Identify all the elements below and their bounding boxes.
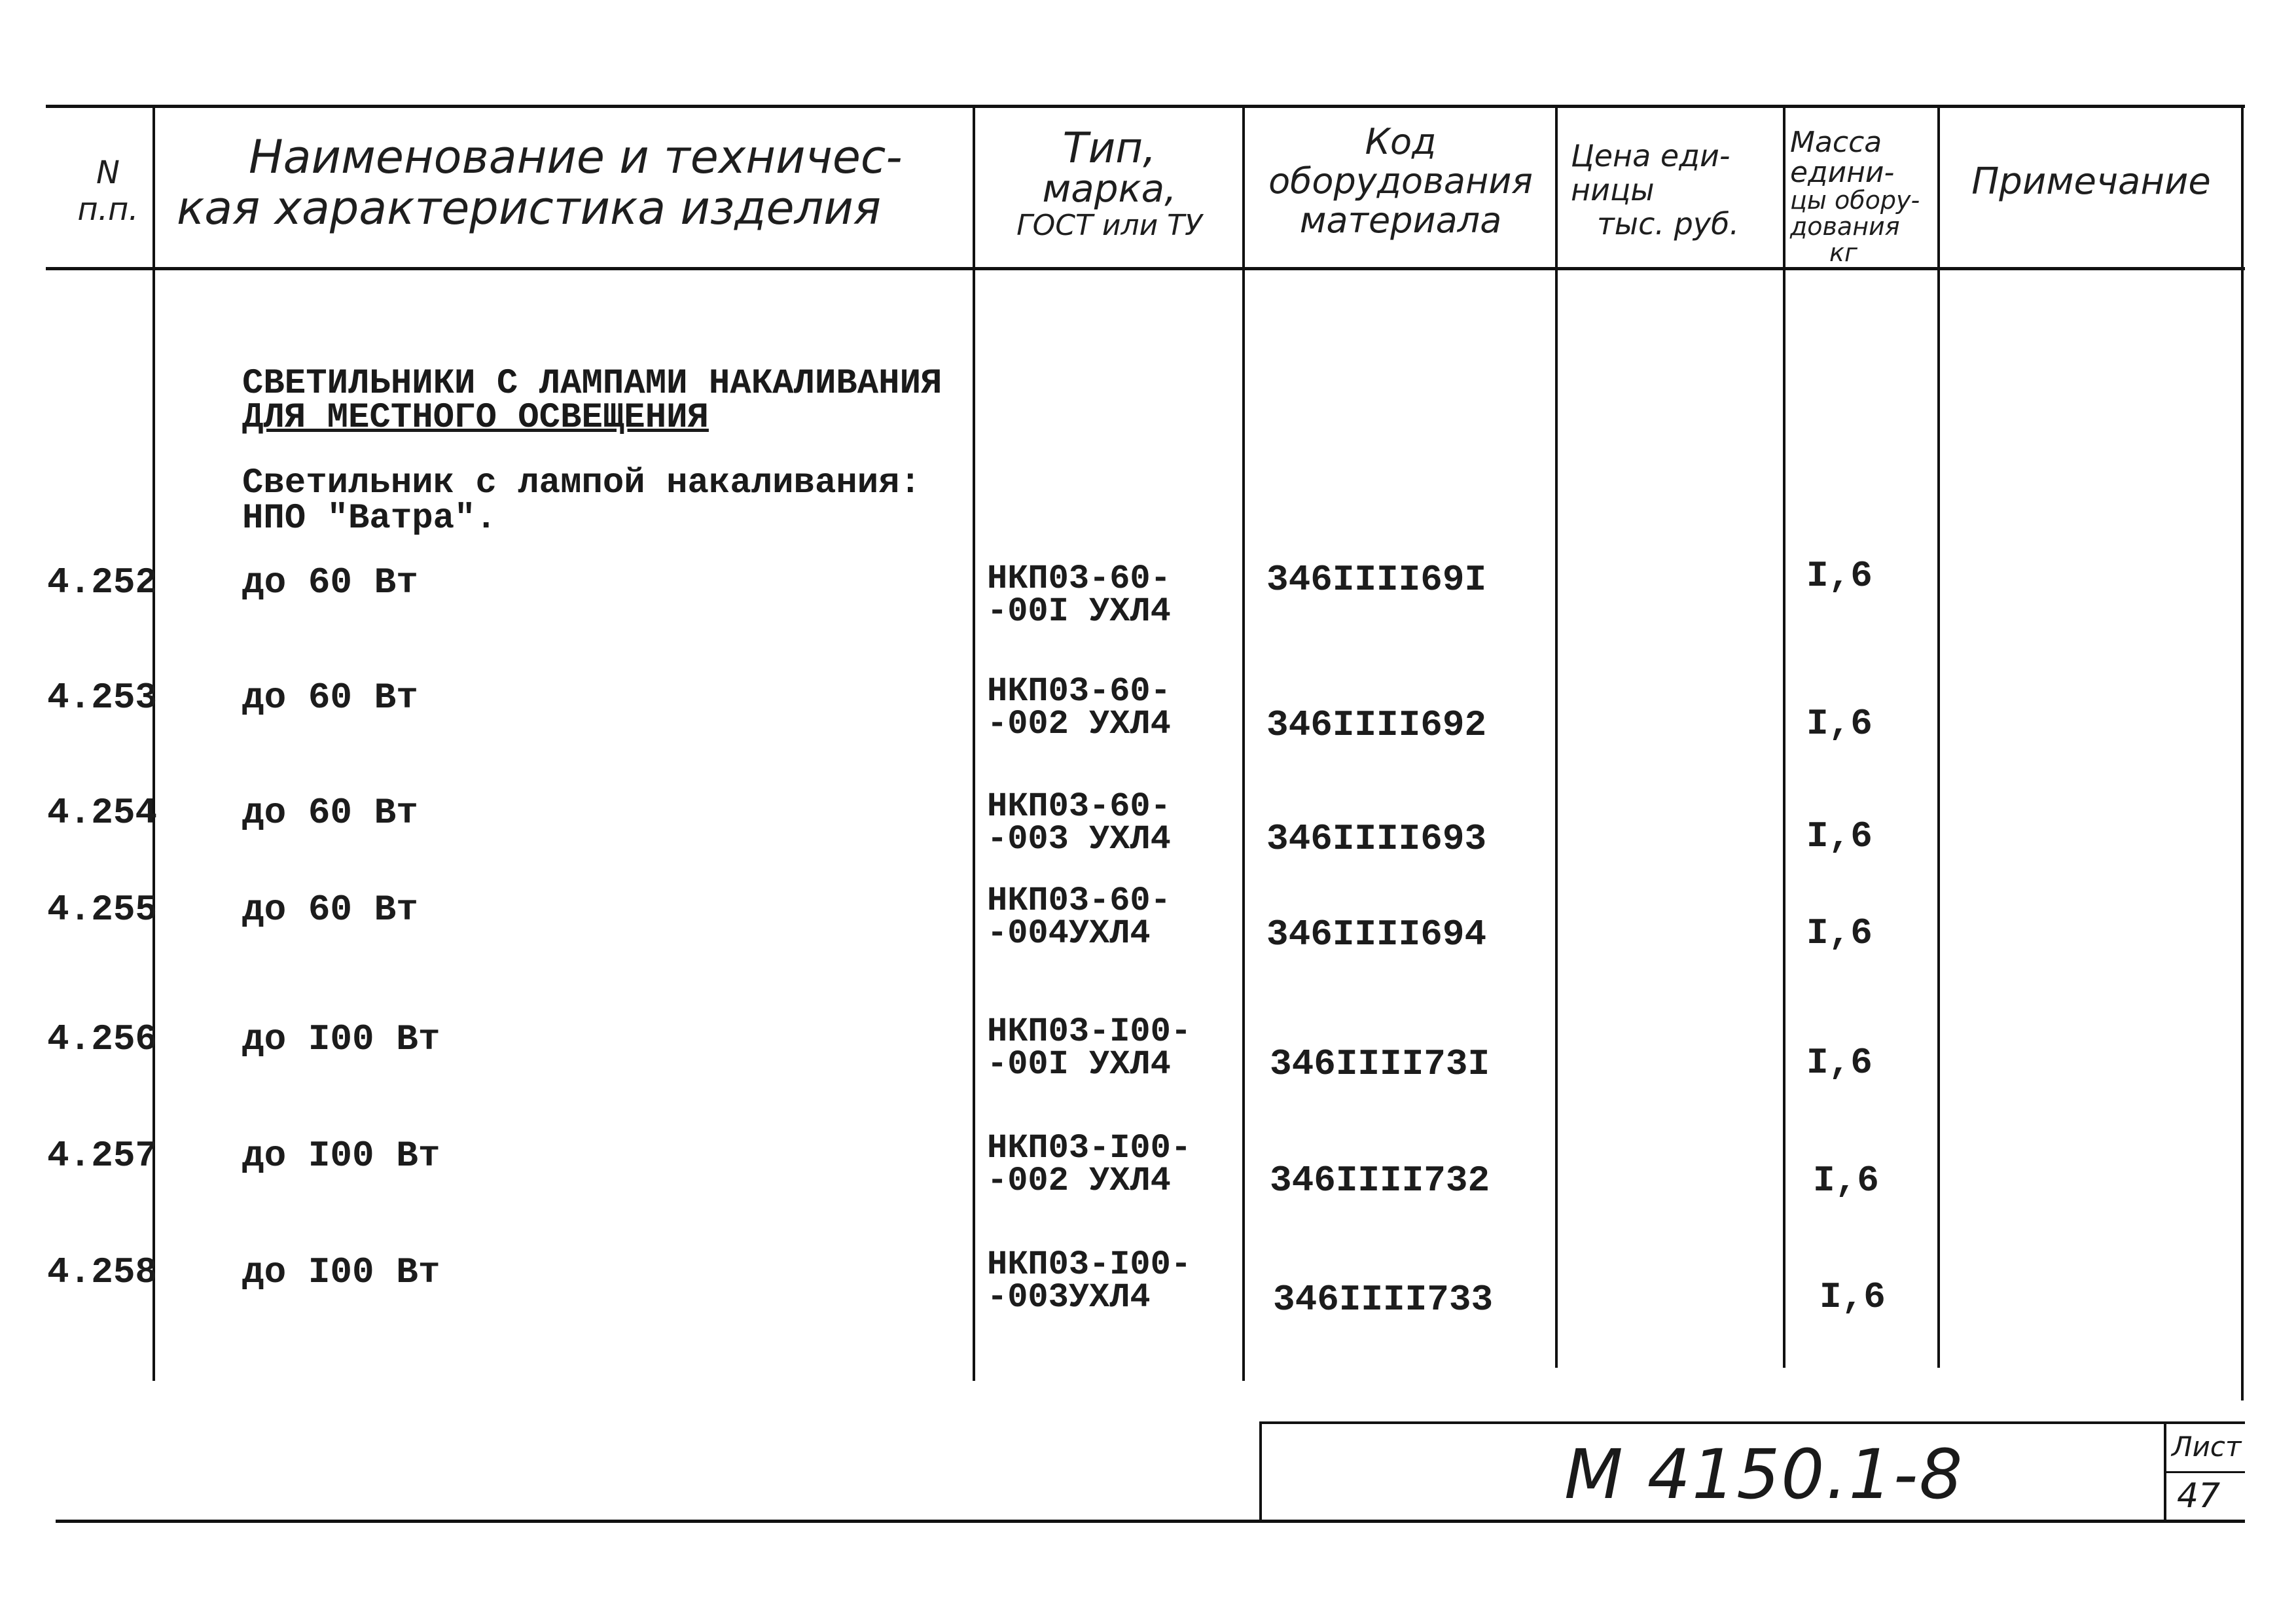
header-bottom-border xyxy=(46,267,2245,270)
row-mass: I,6 xyxy=(1806,815,1873,857)
sheet-number: 47 xyxy=(2177,1476,2221,1516)
col-divider-6 xyxy=(1937,105,1940,1368)
header-mass-line-2: едини- xyxy=(1790,156,1895,190)
row-type-line-1: НКП03-60- xyxy=(987,560,1171,598)
row-num: 4.258 xyxy=(47,1251,158,1293)
table-top-border xyxy=(46,105,2245,108)
header-name-line-1: Наименование и техничес- xyxy=(249,130,903,184)
section-subtitle-1: Светильник с лампой накаливания: xyxy=(242,463,921,503)
header-note-label: Примечание xyxy=(1971,160,2211,203)
header-price xyxy=(1571,138,1780,241)
row-name: до I00 Вт xyxy=(242,1135,440,1177)
header-num xyxy=(65,154,151,228)
row-mass: I,6 xyxy=(1820,1276,1886,1318)
row-type-line-1: НКП03-I00- xyxy=(987,1012,1192,1051)
row-code: 346IIII732 xyxy=(1270,1160,1490,1202)
row-mass: I,6 xyxy=(1806,555,1873,597)
header-type-line-1: Тип, xyxy=(1062,124,1157,173)
col-divider-4 xyxy=(1555,105,1558,1368)
header-mass-line-1: Масса xyxy=(1790,126,1882,159)
stamp-bottom-border xyxy=(56,1520,2245,1523)
col-divider-1 xyxy=(152,105,155,1381)
row-num: 4.252 xyxy=(47,562,158,603)
header-code xyxy=(1247,121,1554,241)
header-code-line-2: оборудования xyxy=(1268,160,1533,202)
row-type-line-2: -00I УХЛ4 xyxy=(987,1045,1171,1084)
header-name xyxy=(177,130,969,235)
header-code-line-1: Код xyxy=(1365,121,1437,162)
row-num: 4.254 xyxy=(47,792,158,834)
header-mass-line-5: кг xyxy=(1829,238,1857,268)
header-mass-line-3: цы обору- xyxy=(1790,186,1920,215)
row-code: 346IIII692 xyxy=(1266,704,1487,746)
col-divider-3 xyxy=(1242,105,1245,1381)
stamp-top-border xyxy=(1260,1421,2245,1424)
row-type-line-2: -003УХЛ4 xyxy=(987,1278,1151,1317)
header-num-line-2: п.п. xyxy=(77,191,139,228)
row-type-line-1: НКП03-60- xyxy=(987,672,1171,711)
header-name-line-2: кая характеристика изделия xyxy=(177,181,881,235)
row-code: 346IIII73I xyxy=(1270,1043,1490,1085)
header-mass xyxy=(1790,128,1937,266)
row-type-line-2: -002 УХЛ4 xyxy=(987,1162,1171,1200)
header-type-line-2: марка, xyxy=(1042,166,1177,211)
col-divider-2 xyxy=(973,105,975,1381)
header-price-line-1: Цена еди- xyxy=(1571,138,1731,173)
row-num: 4.257 xyxy=(47,1135,158,1177)
row-code: 346IIII69I xyxy=(1266,559,1487,601)
row-type-line-2: -002 УХЛ4 xyxy=(987,705,1171,743)
row-type-line-2: -00I УХЛ4 xyxy=(987,592,1171,631)
row-code: 346IIII693 xyxy=(1266,818,1487,860)
row-mass: I,6 xyxy=(1806,1042,1873,1084)
row-mass: I,6 xyxy=(1806,703,1873,745)
row-mass: I,6 xyxy=(1806,912,1873,954)
header-type xyxy=(978,124,1240,242)
document-code: М 4150.1-8 xyxy=(1564,1435,1964,1514)
row-name: до I00 Вт xyxy=(242,1018,440,1060)
section-subtitle-2: НПО "Ватра". xyxy=(242,499,497,539)
section-title-2: ДЛЯ МЕСТНОГО ОСВЕЩЕНИЯ xyxy=(242,398,709,438)
row-num: 4.256 xyxy=(47,1018,158,1060)
header-type-line-3: ГОСТ или ТУ xyxy=(1016,209,1202,242)
row-code: 346IIII694 xyxy=(1266,914,1487,955)
col-divider-5 xyxy=(1783,105,1785,1368)
row-code: 346IIII733 xyxy=(1273,1279,1494,1321)
header-mass-line-4: дования xyxy=(1790,212,1900,241)
row-type-line-2: -004УХЛ4 xyxy=(987,914,1151,953)
row-name: до I00 Вт xyxy=(242,1251,440,1293)
row-type-line-1: НКП03-60- xyxy=(987,882,1171,920)
row-type-line-1: НКП03-60- xyxy=(987,787,1171,826)
header-code-line-3: материала xyxy=(1299,200,1502,241)
header-price-line-2: ницы xyxy=(1571,172,1655,207)
header-price-line-3: тыс. руб. xyxy=(1597,206,1740,241)
header-note xyxy=(1947,160,2235,203)
stamp-left-border xyxy=(1259,1421,1262,1523)
header-num-line-1: N xyxy=(96,154,120,191)
row-name: до 60 Вт xyxy=(242,889,418,931)
row-type-line-1: НКП03-I00- xyxy=(987,1129,1192,1168)
row-mass: I,6 xyxy=(1813,1160,1879,1202)
row-type-line-1: НКП03-I00- xyxy=(987,1245,1192,1284)
row-name: до 60 Вт xyxy=(242,562,418,603)
row-name: до 60 Вт xyxy=(242,677,418,719)
row-name: до 60 Вт xyxy=(242,792,418,834)
stamp-sheet-label-divider xyxy=(2164,1471,2245,1473)
row-num: 4.255 xyxy=(47,889,158,931)
sheet-label: Лист xyxy=(2172,1431,2242,1463)
table-right-border xyxy=(2241,105,2244,1400)
row-type-line-2: -003 УХЛ4 xyxy=(987,820,1171,859)
row-num: 4.253 xyxy=(47,677,158,719)
section-title-1: СВЕТИЛЬНИКИ С ЛАМПАМИ НАКАЛИВАНИЯ xyxy=(242,364,942,404)
